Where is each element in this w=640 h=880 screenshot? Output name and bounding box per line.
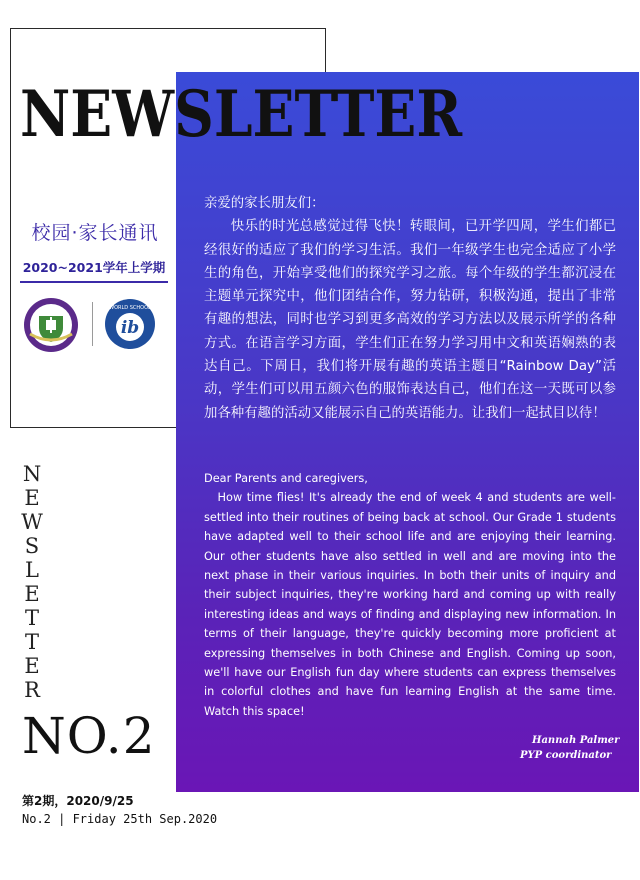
svg-text:ib: ib bbox=[120, 318, 140, 338]
vertical-newsletter bbox=[21, 462, 43, 702]
vertical-letter: L bbox=[25, 558, 39, 582]
vertical-letter: T bbox=[24, 630, 39, 654]
english-letter bbox=[204, 469, 616, 721]
logo-divider bbox=[92, 302, 93, 346]
vertical-letter: T bbox=[24, 606, 39, 630]
svg-text:WORLD SCHOOL: WORLD SCHOOL bbox=[109, 305, 151, 311]
vertical-letter: E bbox=[24, 654, 40, 678]
vertical-letter: R bbox=[24, 678, 40, 702]
divider-rule bbox=[20, 281, 168, 283]
issue-date-cn: 第2期，2020/9/25 bbox=[22, 794, 134, 808]
chinese-body: 快乐的时光总感觉过得飞快！转眼间，已开学四周，学生们都已经很好的适应了我们的学习生活。我们一年级学生也完全适应了小学生的角色，开始享受他们的探究学习之旅。每个年级的学生都沉浸在主题单元探究中，他们团结合作，努力钻研，积极沟通，提出了非常有趣的想法，同时也学习到更多高效的学习方法以及展示所学的各种方式。在语言学习方面，学生们正在努力学习用中文和英语娴熟的表达自己。下周日，我们将开展有趣的英语主题日“Rainbow Day”活动，学生们可以用五颜六色的服饰表达自己，他们在这一天既可以参加各种有趣的活动又能展示自己的英语能力。让我们一起拭目以待！ bbox=[204, 219, 616, 421]
signature bbox=[520, 733, 620, 763]
signature-name: Hannah Palmer bbox=[532, 735, 620, 746]
english-greeting: Dear Parents and caregivers, bbox=[204, 472, 368, 485]
signature-role: PYP coordinator bbox=[520, 750, 612, 761]
english-body: How time flies! It's already the end of week 4 and students are well-settled into their routines of being back at school. Our Grade 1 students have adapted well to their school life and are enjoying their learning. Our other students have also settled in well and are moving into the next phase in their various inquiries. In both their units of inquiry and their subject inquiries, they're working hard and coming up with really interesting ideas and ways of finding and displaying new information. In terms of their language, they're quickly becoming more proficient at expressing themselves in both Chinese and English. Coming up soon, we'll have our English fun day where students can express themselves in colorful clothes and have fun learning English at the same time. Watch this space! bbox=[204, 491, 616, 718]
vertical-letter: E bbox=[24, 582, 40, 606]
vertical-letter: N bbox=[22, 462, 42, 486]
school-crest-icon bbox=[22, 296, 80, 354]
issue-date-en: No.2 | Friday 25th Sep.2020 bbox=[22, 812, 218, 826]
brand-name: 校园·家长通讯 bbox=[31, 222, 159, 244]
academic-term: 2020~2021学年上学期 bbox=[22, 260, 166, 275]
vertical-letter: S bbox=[24, 534, 40, 558]
chinese-greeting: 亲爱的家长朋友们： bbox=[204, 196, 325, 211]
chinese-letter bbox=[204, 192, 616, 425]
vertical-letter: E bbox=[24, 486, 40, 510]
issue-number: NO.2 bbox=[22, 707, 156, 765]
newsletter-title: NEWSLETTER bbox=[20, 77, 463, 152]
vertical-letter: W bbox=[21, 510, 43, 534]
ib-world-school-icon bbox=[104, 298, 156, 350]
